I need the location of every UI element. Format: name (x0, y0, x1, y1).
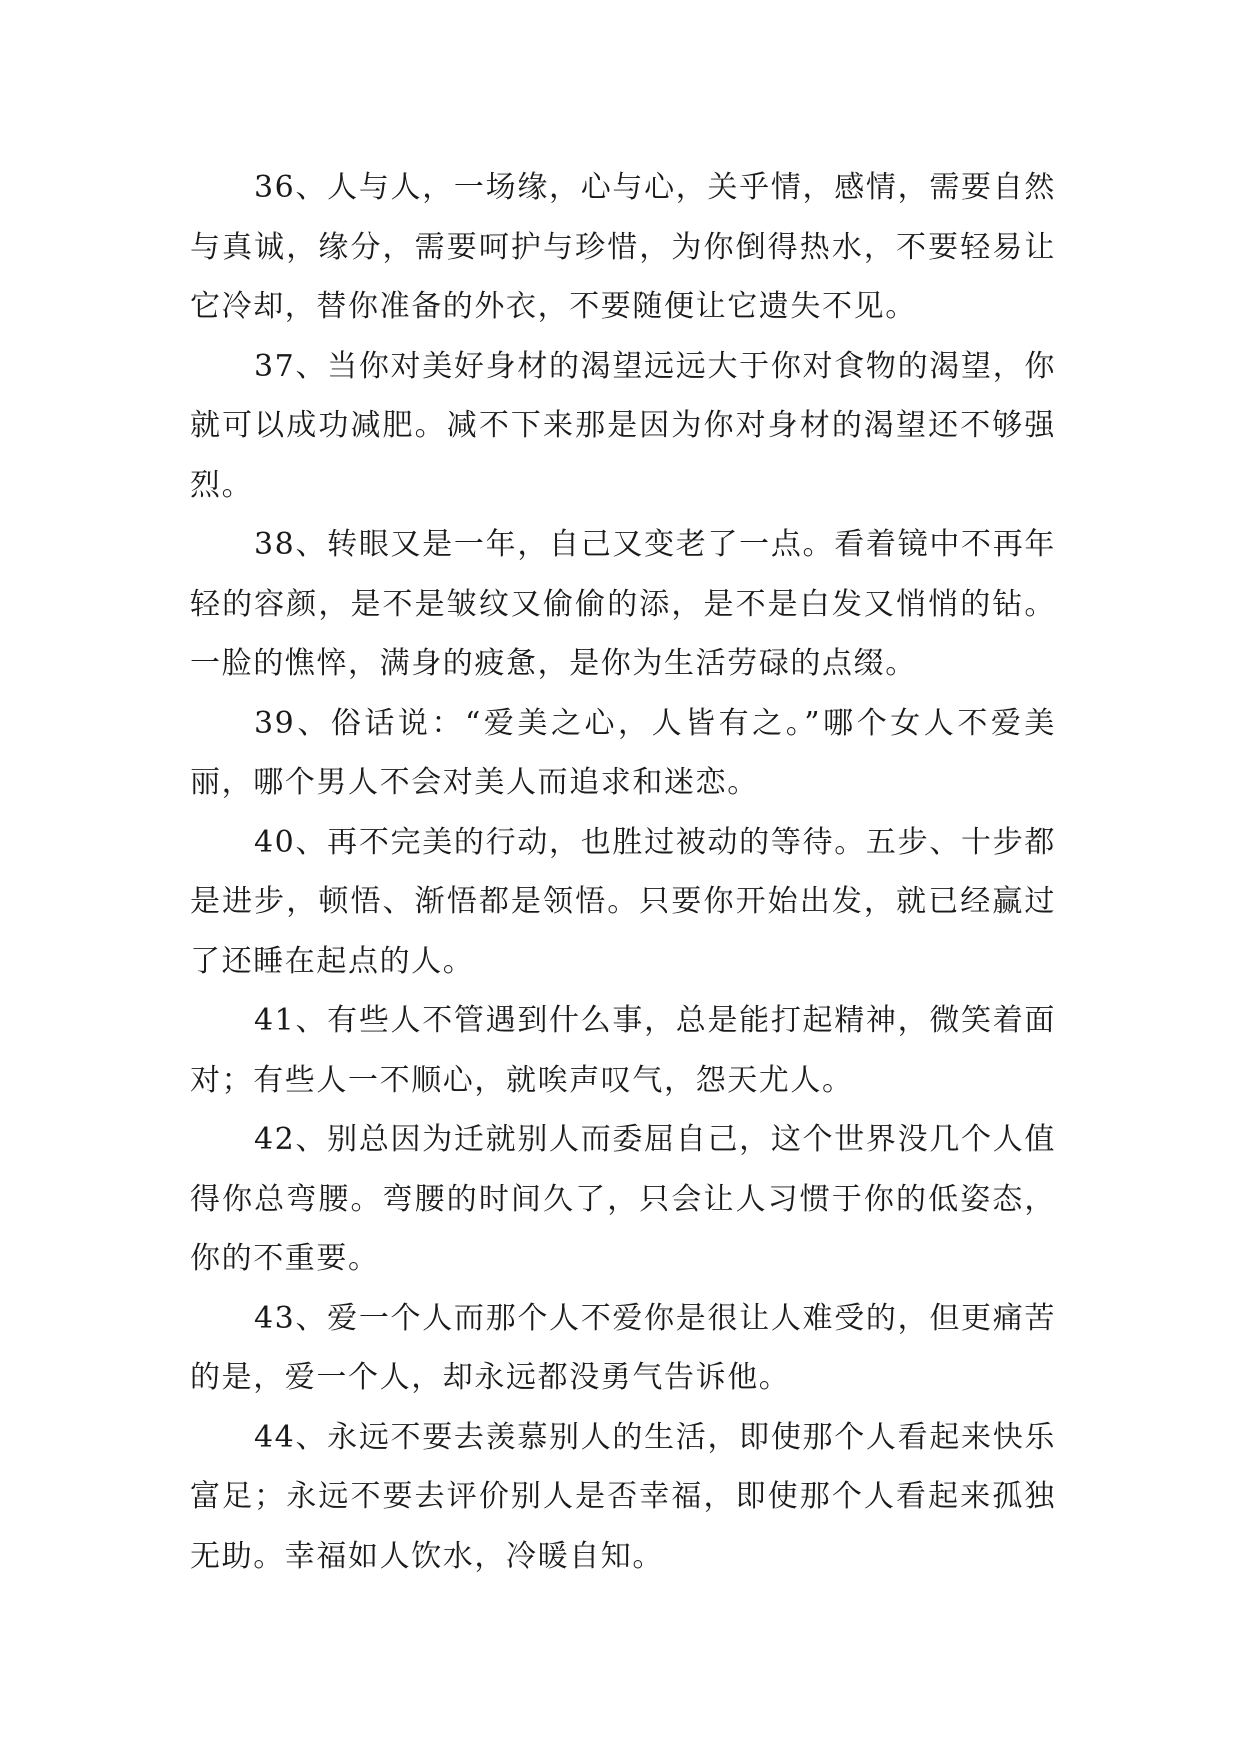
paragraph-43: 43、爱一个人而那个人不爱你是很让人难受的，但更痛苦的是，爱一个人，却永远都没勇气告诉他。 (190, 1300, 1056, 1395)
paragraph-40: 40、再不完美的行动，也胜过被动的等待。五步、十步都是进步，顿悟、渐悟都是领悟。只要你开始出发，就已经赢过了还睡在起点的人。 (190, 824, 1056, 979)
paragraph-37: 37、当你对美好身材的渴望远远大于你对食物的渴望，你就可以成功减肥。减不下来那是因为你对身材的渴望还不够强烈。 (190, 348, 1056, 503)
paragraph-38: 38、转眼又是一年，自己又变老了一点。看着镜中不再年轻的容颜，是不是皱纹又偷偷的添，是不是白发又悄悄的钻。一脸的憔悴，满身的疲惫，是你为生活劳碌的点缀。 (190, 527, 1056, 681)
paragraph-41: 41、有些人不管遇到什么事，总是能打起精神，微笑着面对；有些人一不顺心，就唉声叹气，怨天尤人。 (190, 1003, 1056, 1098)
paragraph-44: 44、永远不要去羡慕别人的生活，即使那个人看起来快乐富足；永远不要去评价别人是否幸福，即使那个人看起来孤独无助。幸福如人饮水，冷暖自知。 (190, 1419, 1056, 1574)
paragraph-42: 42、别总因为迁就别人而委屈自己，这个世界没几个人值得你总弯腰。弯腰的时间久了，只会让人习惯于你的低姿态，你的不重要。 (190, 1122, 1056, 1276)
paragraph-39: 39、俗话说：“爱美之心，人皆有之。”哪个女人不爱美丽，哪个男人不会对美人而追求和迷恋。 (190, 705, 1056, 800)
document-body (190, 158, 1056, 1586)
paragraph-36: 36、人与人，一场缘，心与心，关乎情，感情，需要自然与真诚，缘分，需要呵护与珍惜，为你倒得热水，不要轻易让它冷却，替你准备的外衣，不要随便让它遗失不见。 (190, 170, 1056, 324)
